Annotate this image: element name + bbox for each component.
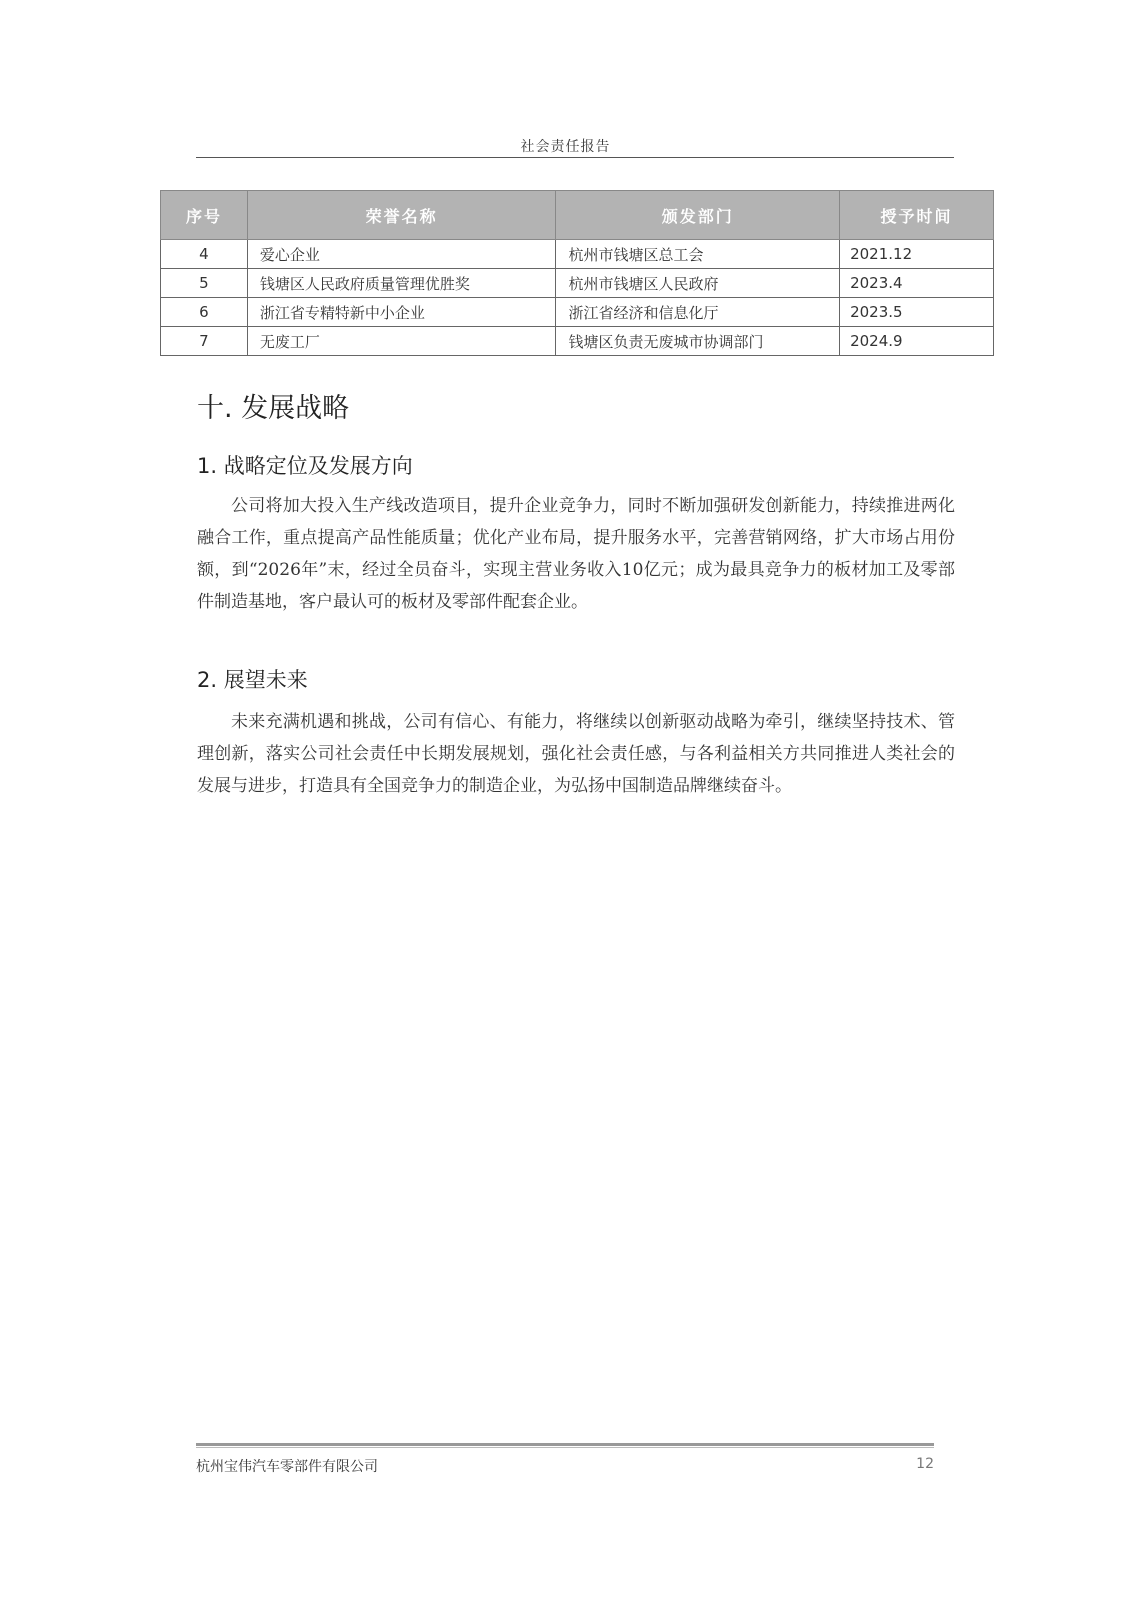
- table-cell: 5: [161, 269, 248, 298]
- footer-divider: [196, 1443, 934, 1446]
- footer-divider: [196, 1447, 934, 1448]
- column-header: 序号: [161, 191, 248, 240]
- awards-table: [160, 190, 994, 356]
- subsection-title: 1. 战略定位及发展方向: [197, 454, 413, 478]
- table-cell: 杭州市钱塘区总工会: [556, 240, 840, 269]
- table-cell: 2024.9: [840, 327, 994, 356]
- footer-company-name: 杭州宝伟汽车零部件有限公司: [196, 1459, 378, 1475]
- column-header: 荣誉名称: [247, 191, 556, 240]
- table-cell: 2023.5: [840, 298, 994, 327]
- table-row: [161, 327, 994, 356]
- page-header-title: 社会责任报告: [520, 139, 611, 155]
- header-divider: [196, 157, 954, 158]
- table-cell: 6: [161, 298, 248, 327]
- table-cell: 2023.4: [840, 269, 994, 298]
- table-header-row: [161, 191, 994, 240]
- table-cell: 浙江省经济和信息化厅: [556, 298, 840, 327]
- table-cell: 4: [161, 240, 248, 269]
- table-cell: 钱塘区负责无废城市协调部门: [556, 327, 840, 356]
- table-cell: 7: [161, 327, 248, 356]
- table-cell: 无废工厂: [247, 327, 556, 356]
- table-cell: 杭州市钱塘区人民政府: [556, 269, 840, 298]
- table-row: [161, 298, 994, 327]
- section-title: 十. 发展战略: [197, 393, 350, 424]
- column-header: 颁发部门: [556, 191, 840, 240]
- table-cell: 钱塘区人民政府质量管理优胜奖: [247, 269, 556, 298]
- table-row: [161, 269, 994, 298]
- page-number: 12: [916, 1456, 934, 1472]
- paragraph: 公司将加大投入生产线改造项目，提升企业竞争力，同时不断加强研发创新能力，持续推进两化融合工作，重点提高产品性能质量；优化产业布局，提升服务水平，完善营销网络，扩大市场占用份额，到“2026年”末，经过全员奋斗，实现主营业务收入10亿元；成为最具竞争力的板材加工及零部件制造基地，客户最认可的板材及零部件配套企业。: [197, 496, 955, 612]
- column-header: 授予时间: [840, 191, 994, 240]
- table-cell: 2021.12: [840, 240, 994, 269]
- table-cell: 爱心企业: [247, 240, 556, 269]
- table-cell: 浙江省专精特新中小企业: [247, 298, 556, 327]
- table-row: [161, 240, 994, 269]
- subsection-title: 2. 展望未来: [197, 668, 308, 692]
- paragraph: 未来充满机遇和挑战，公司有信心、有能力，将继续以创新驱动战略为牵引，继续坚持技术、管理创新，落实公司社会责任中长期发展规划，强化社会责任感，与各利益相关方共同推进人类社会的发展与进步，打造具有全国竞争力的制造企业，为弘扬中国制造品牌继续奋斗。: [197, 712, 955, 796]
